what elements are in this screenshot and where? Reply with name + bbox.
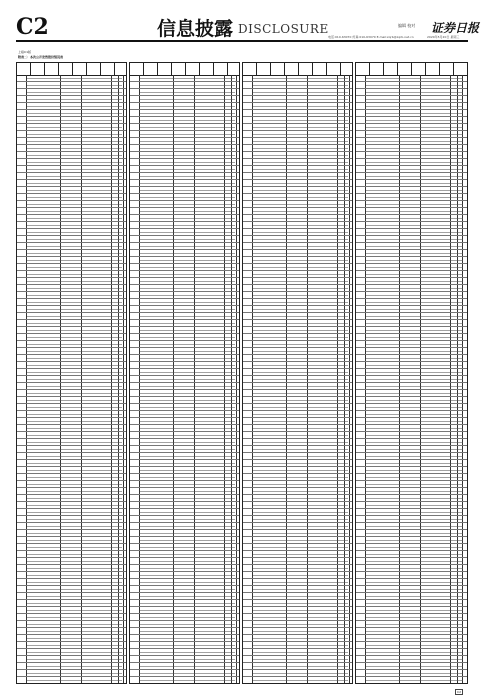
table-column-3 [242, 62, 353, 684]
table-column-4 [355, 62, 468, 684]
header-rule [16, 40, 468, 42]
date-line: 2020年5月20日 星期三 [427, 35, 460, 39]
table-rows [17, 75, 126, 683]
table-column-2 [129, 62, 240, 684]
section-title: 信息披露 [157, 18, 234, 40]
table-rows [130, 75, 239, 683]
page-header [0, 0, 484, 48]
newspaper-logo: 证券日报 [431, 21, 480, 35]
contact-line: 电话:010-63070 传真:010-63070 E-mail:zqrb@zqrb.net.cn [328, 35, 414, 39]
page-number: C2 [16, 14, 49, 40]
intro-text: 上接C1版 [18, 50, 32, 54]
table-rows [243, 75, 352, 683]
table-column-1 [16, 62, 127, 684]
table-rows [356, 75, 467, 683]
table-caption: 附表二：本次公开发售股份情况表 [18, 55, 64, 59]
section-title-english: DISCLOSURE [238, 22, 329, 36]
page-folio: C2 [457, 690, 462, 694]
editor-line: 编辑 校对 [398, 23, 416, 28]
